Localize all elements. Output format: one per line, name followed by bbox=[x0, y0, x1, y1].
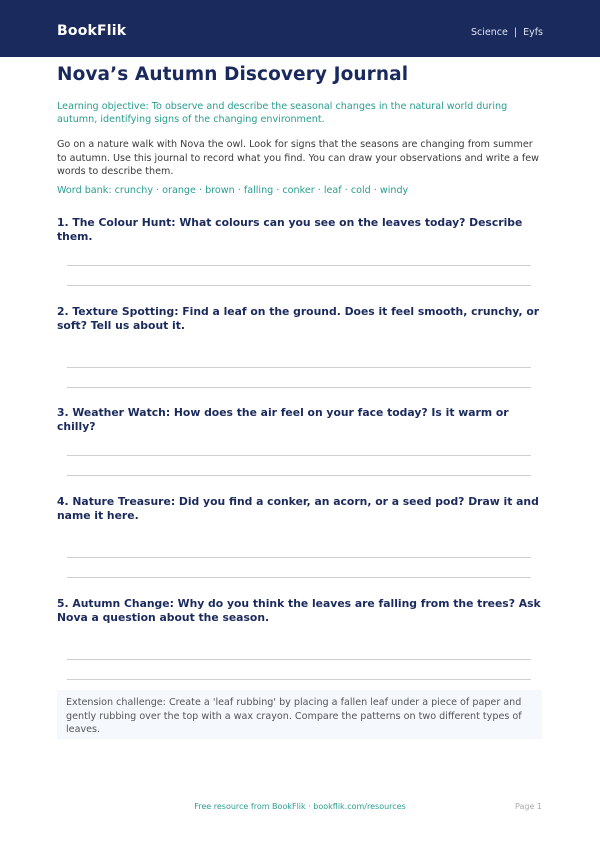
brand-logo-text: BookFlik bbox=[57, 23, 127, 39]
question-1: 1. The Colour Hunt: What colours can you see on the leaves today? Describe them. bbox=[57, 216, 523, 243]
answer-line[interactable] bbox=[67, 557, 531, 558]
extension-challenge-box bbox=[57, 690, 542, 739]
learning-objective: Learning objective: To observe and describe the seasonal changes in the natural world during autumn, identifying signs of the changing environment. bbox=[57, 101, 508, 125]
subject-label: Science | Eyfs bbox=[470, 27, 543, 38]
answer-line[interactable] bbox=[67, 265, 531, 266]
extension-challenge-text: Extension challenge: Create a 'leaf rubbing' by placing a fallen leaf under a piece of paper and gently rubbing over the top with a wax crayon. Compare the patterns on two different types of leaves. bbox=[66, 697, 522, 735]
header-bar bbox=[0, 0, 600, 57]
answer-line[interactable] bbox=[67, 367, 531, 368]
answer-line[interactable] bbox=[67, 285, 531, 286]
answer-line[interactable] bbox=[67, 387, 531, 388]
page-title: Nova’s Autumn Discovery Journal bbox=[57, 64, 409, 85]
intro-paragraph: Go on a nature walk with Nova the owl. Look for signs that the seasons are changing from summer to autumn. Use this journal to record what you find. You can draw your observations and write a few words to describe them. bbox=[57, 139, 539, 177]
page-number: Page 1 bbox=[515, 802, 542, 811]
question-2: 2. Texture Spotting: Find a leaf on the ground. Does it feel smooth, crunchy, or soft? Tell us about it. bbox=[57, 305, 545, 333]
answer-line[interactable] bbox=[67, 679, 531, 680]
answer-line[interactable] bbox=[67, 659, 531, 660]
answer-line[interactable] bbox=[67, 455, 531, 456]
word-bank: Word bank: crunchy · orange · brown · falling · conker · leaf · cold · windy bbox=[57, 185, 409, 196]
answer-line[interactable] bbox=[67, 475, 531, 476]
question-5: 5. Autumn Change: Why do you think the leaves are falling from the trees? Ask Nova a question about the season. bbox=[57, 597, 545, 625]
question-4: 4. Nature Treasure: Did you find a conker, an acorn, or a seed pod? Draw it and name it here. bbox=[57, 495, 545, 523]
answer-line[interactable] bbox=[67, 577, 531, 578]
question-3: 3. Weather Watch: How does the air feel on your face today? Is it warm or chilly? bbox=[57, 406, 545, 434]
footer-credit[interactable]: Free resource from BookFlik · bookflik.com/resources bbox=[194, 802, 406, 811]
